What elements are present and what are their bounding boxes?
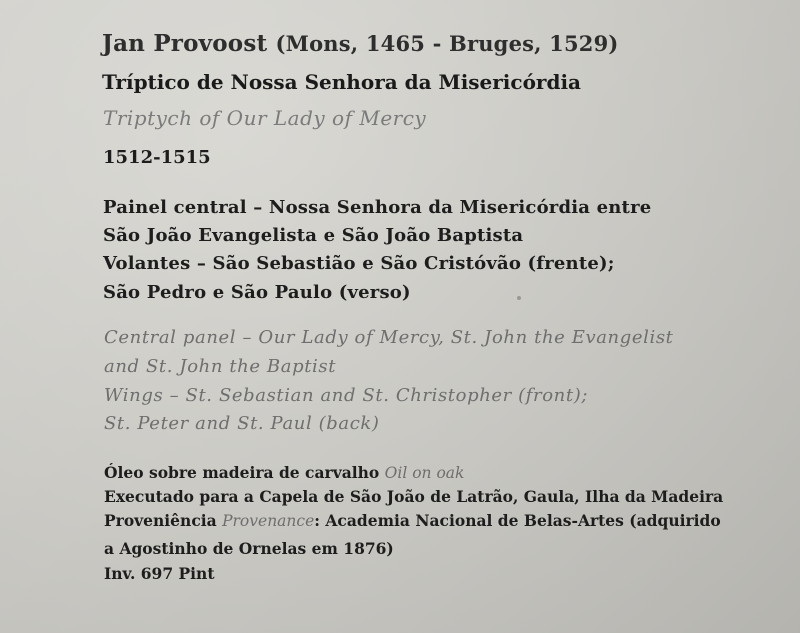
description-pt-line: São João Evangelista e São João Baptista	[103, 225, 524, 246]
title-portuguese: Tríptico de Nossa Senhora da Misericórdia	[102, 70, 582, 94]
description-en-line: and St. John the Baptist	[104, 356, 337, 377]
medium-en: Oil on oak	[384, 464, 465, 482]
description-pt-line: Painel central – Nossa Senhora da Misericórdia entre	[103, 197, 652, 218]
description-pt-line: Volantes – São Sebastião e São Cristóvão (frente);	[103, 253, 615, 274]
provenance-label-pt: Proveniência	[104, 511, 217, 530]
provenance-label-en: Provenance	[222, 512, 315, 530]
provenance-line	[104, 511, 721, 530]
artist-dates: (Mons, 1465 - Bruges, 1529)	[275, 31, 619, 56]
surface-speck	[517, 296, 521, 300]
inventory-number: Inv. 697 Pint	[104, 564, 215, 583]
medium-line	[104, 463, 464, 482]
medium-pt: Óleo sobre madeira de carvalho	[104, 463, 380, 482]
provenance-line-continued: a Agostinho de Ornelas em 1876)	[104, 539, 394, 558]
description-en-line: Wings – St. Sebastian and St. Christopher (front);	[104, 385, 588, 406]
artist-name: Jan Provoost	[102, 30, 268, 57]
description-pt-line: São Pedro e São Paulo (verso)	[103, 282, 411, 303]
description-en-line: St. Peter and St. Paul (back)	[104, 413, 380, 434]
artwork-date: 1512-1515	[103, 147, 211, 168]
title-english: Triptych of Our Lady of Mercy	[103, 106, 427, 130]
commission-line: Executado para a Capela de São João de Latrão, Gaula, Ilha da Madeira	[104, 487, 724, 506]
artist-heading	[102, 30, 619, 57]
provenance-text: : Academia Nacional de Belas-Artes (adquirido	[314, 511, 721, 530]
description-en-line: Central panel – Our Lady of Mercy, St. John the Evangelist	[104, 327, 674, 348]
